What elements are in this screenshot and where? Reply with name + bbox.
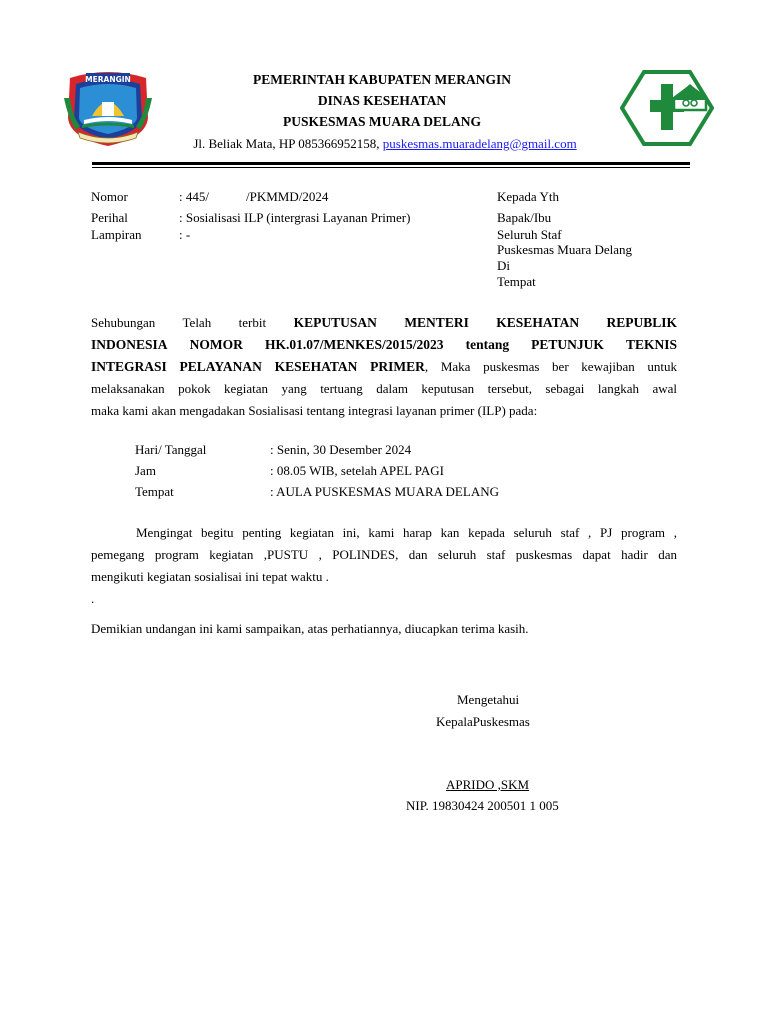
recipient-line-6: Tempat xyxy=(497,274,536,289)
body-paragraph-1 xyxy=(91,312,677,422)
tempat-label: Tempat xyxy=(135,484,174,499)
body-1-line-1: Sehubungan Telah terbit KEPUTUSAN MENTERI KESEHATAN REPUBLIK xyxy=(91,315,678,330)
perihal-value: : Sosialisasi ILP (intergrasi Layanan Primer) xyxy=(179,210,411,225)
nomor-value: : 445/ xyxy=(179,189,209,204)
perihal-label: Perihal xyxy=(91,210,128,225)
body-1-line-4: melaksanakan pokok kegiatan yang tertuang dalam keputusan tersebut, sebagai langkah awal xyxy=(91,381,677,396)
body-1-line-3: INTEGRASI PELAYANAN KESEHATAN PRIMER, Maka puskesmas ber kewajiban untuk xyxy=(91,359,677,374)
hari-label: Hari/ Tanggal xyxy=(135,442,207,457)
signatory-nip: NIP. 19830424 200501 1 005 xyxy=(406,798,559,813)
letterhead-address xyxy=(120,135,650,153)
body-2-dot: . xyxy=(91,591,95,606)
jam-label: Jam xyxy=(135,463,156,478)
letterhead-rule-thick xyxy=(92,162,690,165)
closing-text: Demikian undangan ini kami sampaikan, atas perhatiannya, diucapkan terima kasih. xyxy=(91,621,529,636)
address-text: Jl. Beliak Mata, HP 085366952158, xyxy=(193,136,383,151)
body-2-line-3: mengikuti kegiatan sosialisai ini tepat waktu . xyxy=(91,569,329,584)
nomor-suffix: /PKMMD/2024 xyxy=(246,189,329,204)
body-paragraph-2 xyxy=(91,522,677,610)
signatory-name: APRIDO ,SKM xyxy=(446,777,530,792)
letterhead-rule-thin xyxy=(92,167,690,168)
letterhead-line-2: DINAS KESEHATAN xyxy=(317,93,447,108)
recipient-line-2: Bapak/Ibu xyxy=(497,210,552,225)
recipient-line-3: Seluruh Staf xyxy=(497,227,562,242)
recipient-line-5: Di xyxy=(497,258,510,273)
email-link[interactable]: puskesmas.muaradelang@gmail.com xyxy=(382,136,577,151)
letterhead-line-3: PUSKESMAS MUARA DELANG xyxy=(282,114,482,129)
body-1-line-5: maka kami akan mengadakan Sosialisasi tentang integrasi layanan primer (ILP) pada: xyxy=(91,403,538,418)
nomor-label: Nomor xyxy=(91,189,128,204)
recipient-line-4: Puskesmas Muara Delang xyxy=(497,242,633,257)
letterhead-line-1: PEMERINTAH KABUPATEN MERANGIN xyxy=(252,72,511,87)
recipient-line-1: Kepada Yth xyxy=(497,189,559,204)
lampiran-label: Lampiran xyxy=(91,227,142,242)
signature-line-2: KepalaPuskesmas xyxy=(436,714,530,729)
signature-line-1: Mengetahui xyxy=(457,692,520,707)
hari-value: : Senin, 30 Desember 2024 xyxy=(270,442,412,457)
body-1-line-2: INDONESIA NOMOR HK.01.07/MENKES/2015/2023 tentang PETUNJUK TEKNIS xyxy=(91,337,678,352)
body-2-line-1: Mengingat begitu penting kegiatan ini, kami harap kan kepada seluruh staf , PJ program , xyxy=(136,525,677,540)
tempat-value: : AULA PUSKESMAS MUARA DELANG xyxy=(270,484,499,499)
jam-value: : 08.05 WIB, setelah APEL PAGI xyxy=(270,463,444,478)
body-2-line-2: pemegang program kegiatan ,PUSTU , POLINDES, dan seluruh staf puskesmas dapat hadir dan xyxy=(91,547,677,562)
lampiran-value: : - xyxy=(179,227,191,242)
emblem-label: MERANGIN xyxy=(85,75,131,84)
